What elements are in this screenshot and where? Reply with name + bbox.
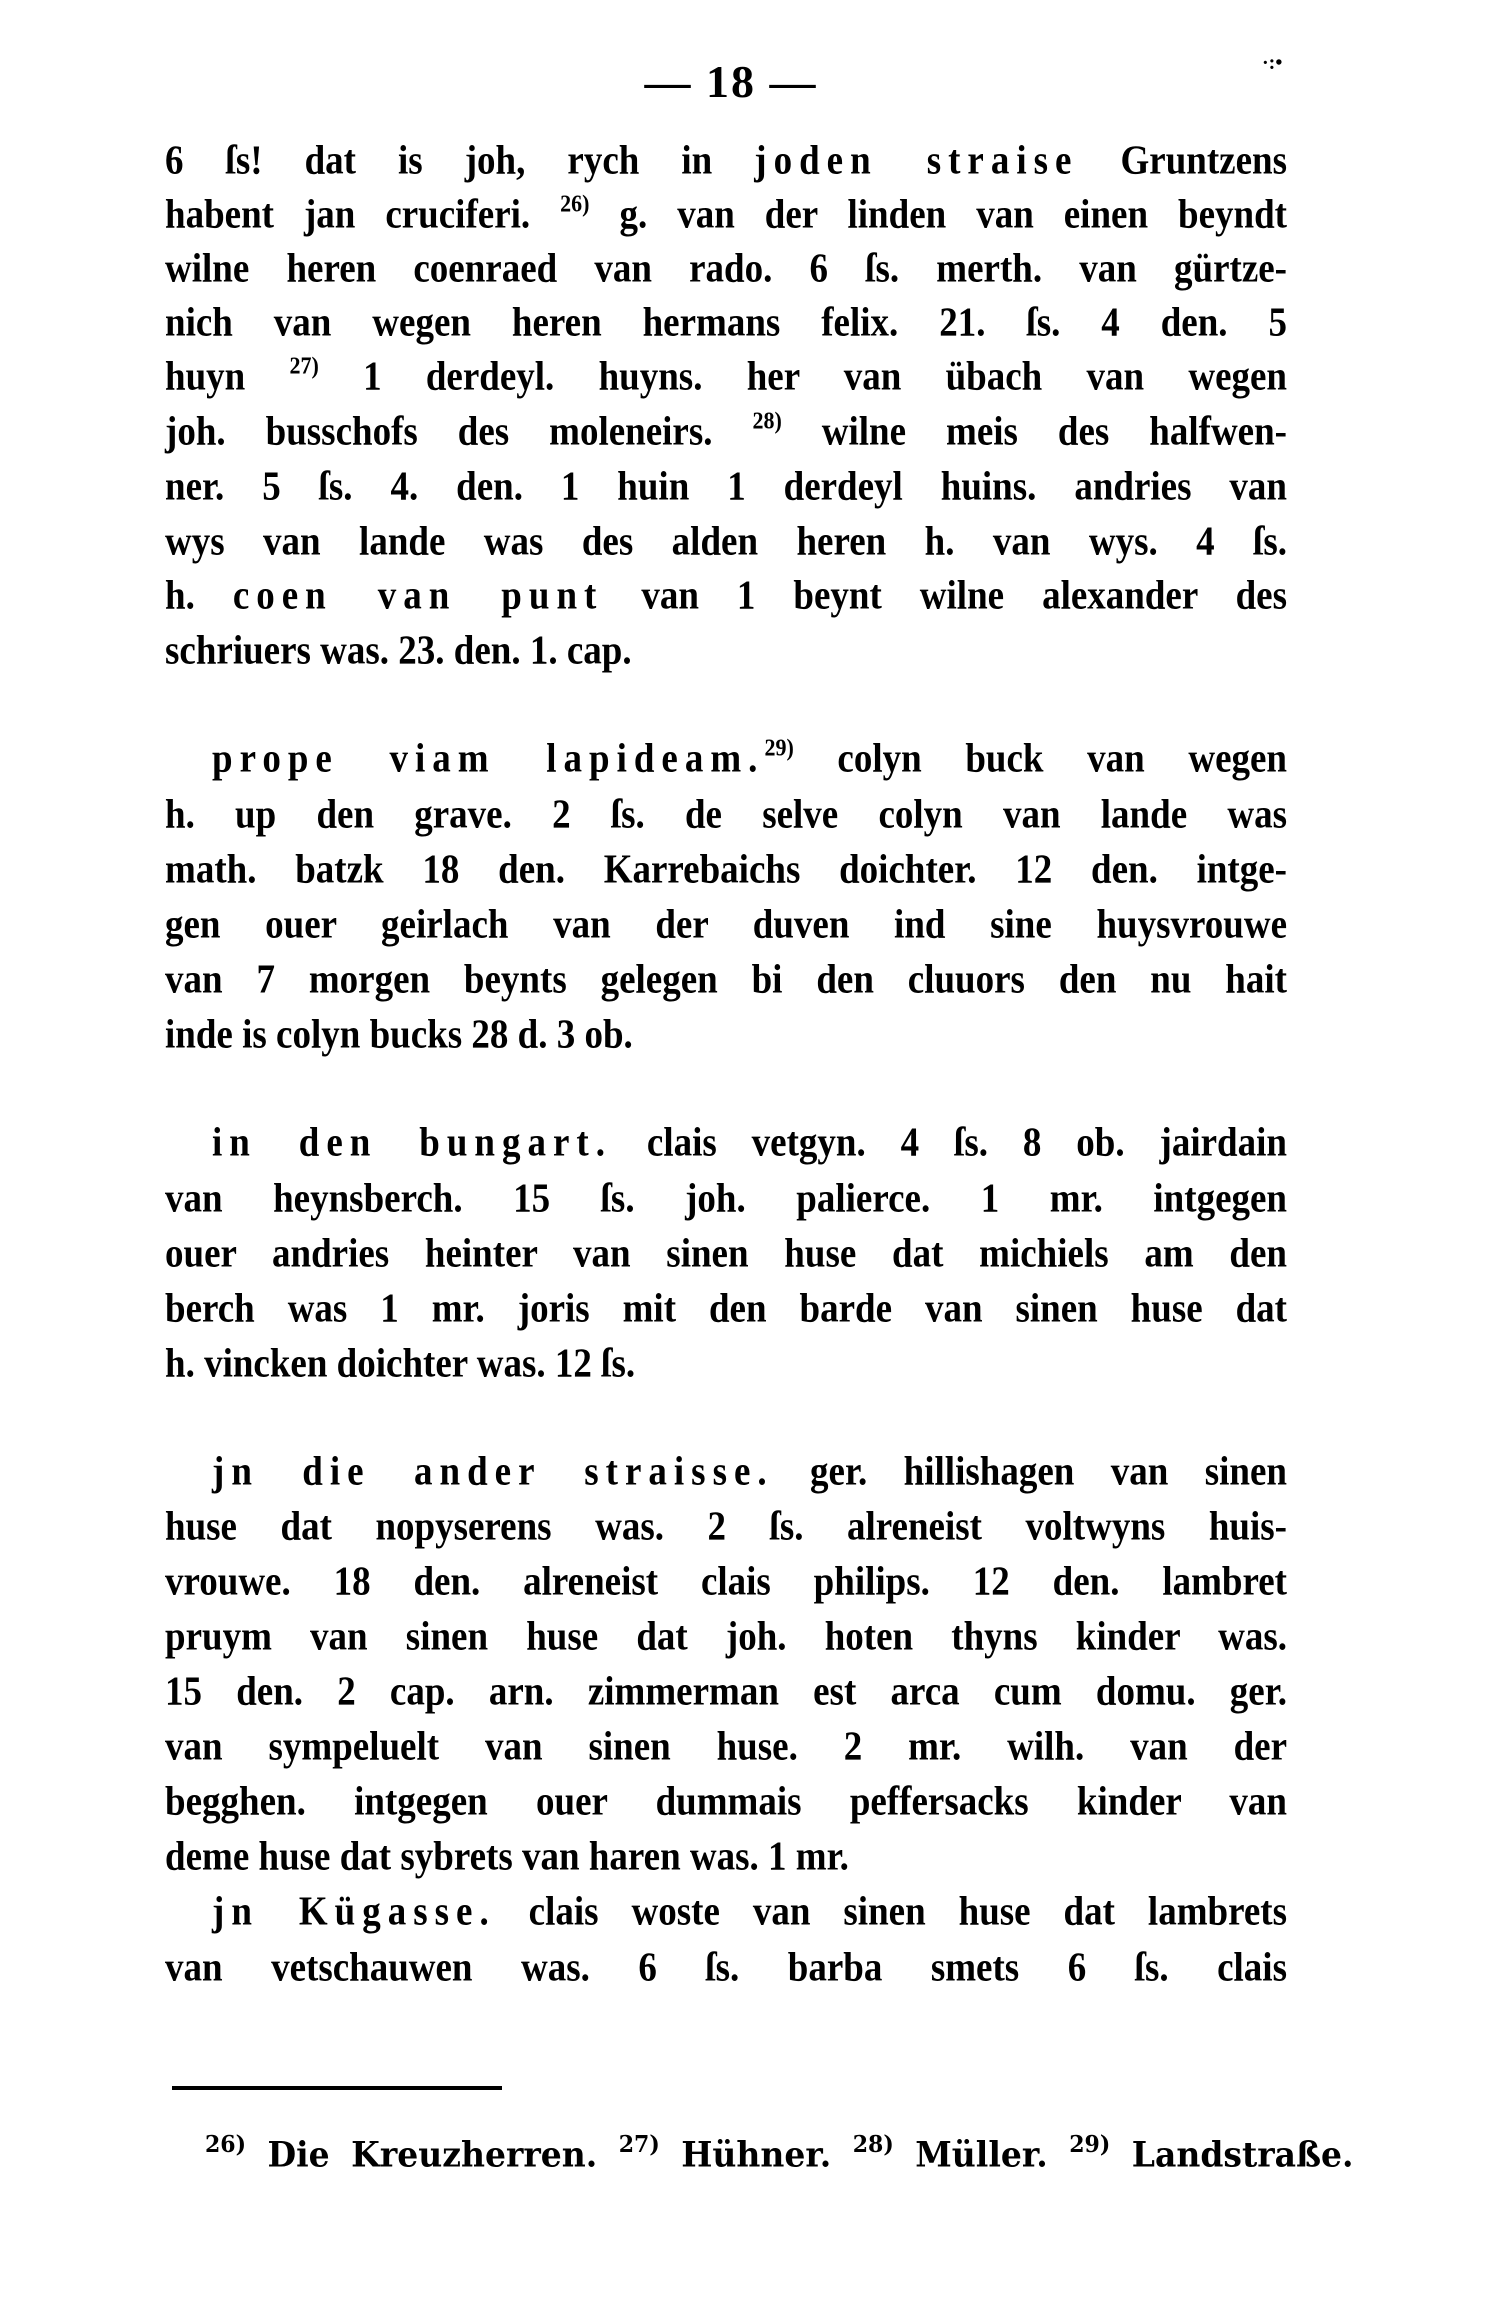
text-line: begghen. intgegen ouer dummais peffersacks kinder van	[165, 1778, 1287, 1825]
spaced-heading: joden straise	[754, 137, 1079, 184]
text-line: habent jan cruciferi. $^{26)}$ g. van der linden van einen beyndt	[165, 189, 1287, 238]
scan-speck: ·:•	[1262, 52, 1283, 74]
text-line: jn die ander straisse. ger. hillishagen van sinen	[212, 1448, 1287, 1495]
footnotes	[205, 2129, 1354, 2182]
footnote-ref: 26)	[560, 189, 590, 218]
text-line: in den bungart. clais vetgyn. 4 ſs. 8 ob. jairdain	[212, 1119, 1287, 1166]
spaced-heading: coen van punt	[232, 572, 604, 619]
text-line: van 7 morgen beynts gelegen bi den cluuors den nu hait	[165, 956, 1287, 1003]
footnote-29: $^{29)}$ Landstraße.	[1069, 2130, 1354, 2175]
text-line: ouer andries heinter van sinen huse dat michiels am den	[165, 1230, 1287, 1277]
text-line: van sympeluelt van sinen huse. 2 mr. wilh. van der	[165, 1723, 1287, 1770]
text-line: inde is colyn bucks 28 d. 3 ob.	[165, 1011, 633, 1058]
page-number: — 18 —	[644, 56, 818, 107]
footnote-28: $^{28)}$ Müller.	[852, 2130, 1048, 2175]
text-line: huse dat nopyserens was. 2 ſs. alreneist voltwyns huis-	[165, 1503, 1287, 1550]
text-line: h. vincken doichter was. 12 ſs.	[165, 1340, 636, 1387]
text-line: wys van lande was des alden heren h. van wys. 4 ſs.	[165, 518, 1287, 565]
footnote-ref: 27)	[289, 351, 319, 380]
text-line: h. up den grave. 2 ſs. de selve colyn van lande was	[165, 791, 1287, 838]
text-line: joh. busschofs des moleneirs. $^{28)}$ wilne meis des halfwen-	[165, 406, 1287, 455]
spaced-heading: prope viam lapideam.	[212, 735, 765, 782]
text-line: berch was 1 mr. joris mit den barde van sinen huse dat	[165, 1285, 1287, 1332]
footnote-divider	[172, 2086, 502, 2090]
text-line: pruym van sinen huse dat joh. hoten thyns kinder was.	[165, 1613, 1287, 1660]
footnote-27: $^{27)}$ Hühner.	[618, 2130, 832, 2175]
text-line: vrouwe. 18 den. alreneist clais philips. 12 den. lambret	[165, 1558, 1287, 1605]
text-line: math. batzk 18 den. Karrebaichs doichter. 12 den. intge-	[165, 846, 1287, 893]
text-line: wilne heren coenraed van rado. 6 ſs. merth. van gürtze-	[165, 245, 1287, 292]
text-line: gen ouer geirlach van der duven ind sine huysvrouwe	[165, 901, 1287, 948]
text-line: h. coen van punt van 1 beynt wilne alexander des	[165, 572, 1288, 619]
text-line: 15 den. 2 cap. arn. zimmerman est arca cum domu. ger.	[165, 1668, 1287, 1715]
text-line: ner. 5 ſs. 4. den. 1 huin 1 derdeyl huins. andries van	[165, 463, 1287, 510]
spaced-heading: jn die ander straisse.	[212, 1448, 774, 1495]
footnote-26: $^{26)}$ Die Kreuzherren.	[205, 2130, 598, 2175]
footnote-ref: 29)	[764, 733, 794, 762]
text-line: deme huse dat sybrets van haren was. 1 mr.	[165, 1833, 849, 1880]
spaced-heading: jn Kügasse.	[212, 1888, 496, 1935]
spaced-heading: in den bungart.	[212, 1119, 612, 1166]
text-line: huyn $^{27)}$ 1 derdeyl. huyns. her van übach van wegen	[165, 351, 1287, 400]
text-line: schriuers was. 23. den. 1. cap.	[165, 627, 632, 674]
text-line: nich van wegen heren hermans felix. 21. ſs. 4 den. 5	[165, 299, 1287, 346]
text-line: van vetschauwen was. 6 ſs. barba smets 6 ſs. clais	[165, 1944, 1287, 1991]
text-line: van heynsberch. 15 ſs. joh. palierce. 1 mr. intgegen	[165, 1175, 1287, 1222]
text-line: 6 ſs! dat is joh, rych in joden straise Gruntzens	[165, 137, 1287, 184]
text-line: jn Kügasse. clais woste van sinen huse dat lambrets	[212, 1888, 1287, 1935]
text-line: prope viam lapideam.$^{29)}$ colyn buck van wegen	[212, 733, 1287, 782]
footnote-ref: 28)	[752, 406, 782, 435]
